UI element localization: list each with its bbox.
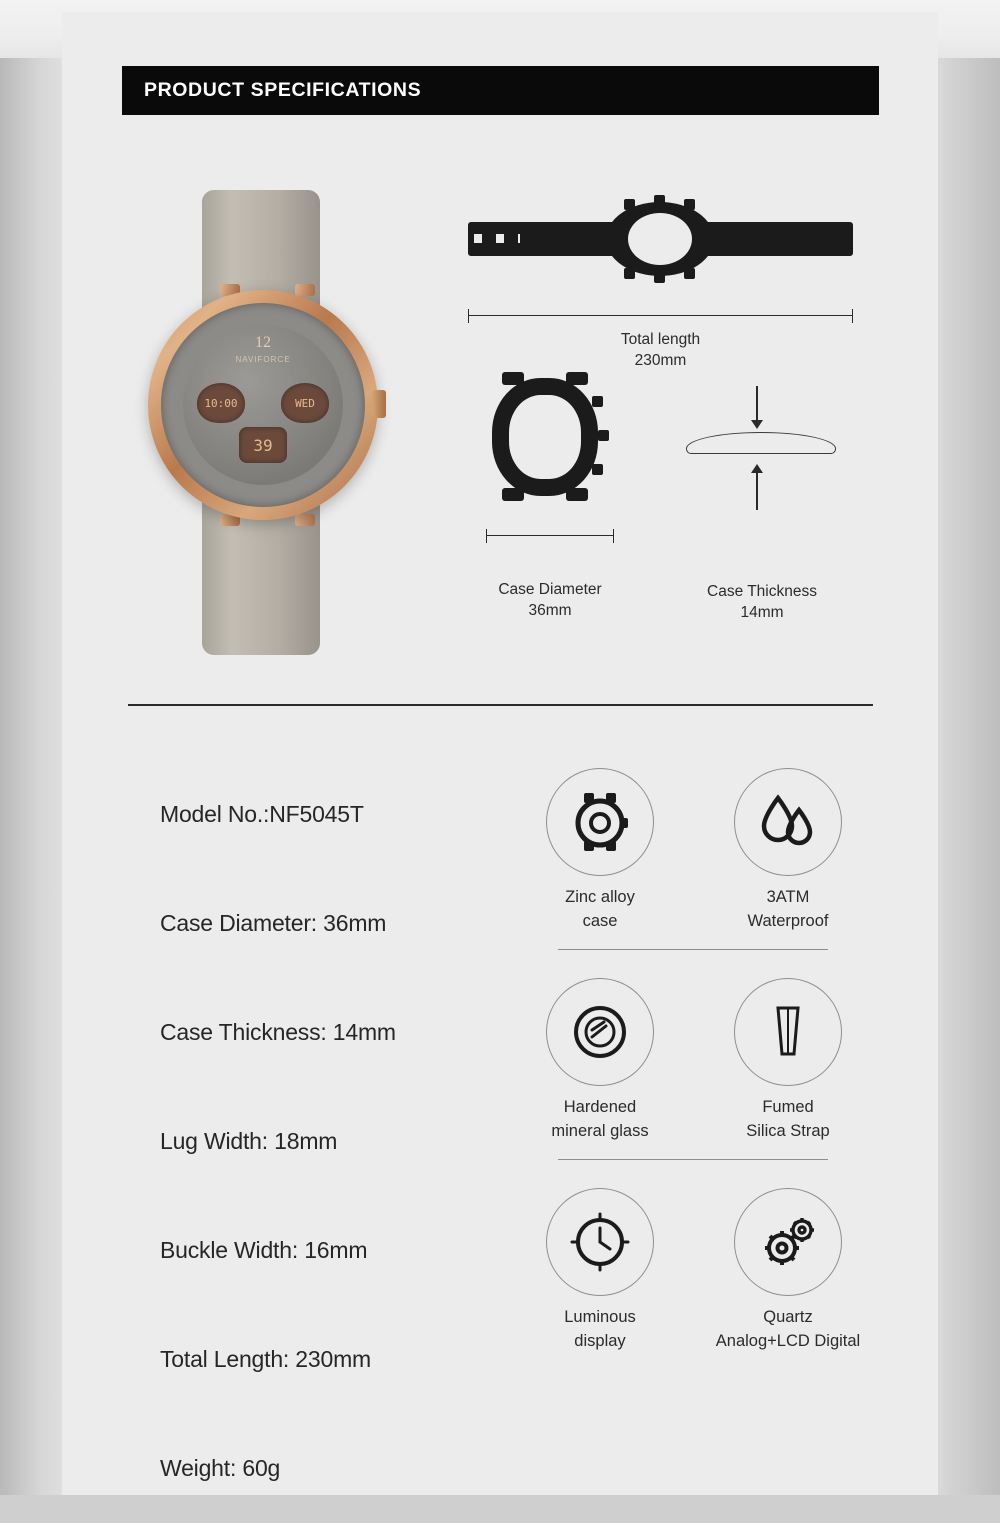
total-length-caption: Total length: [620, 331, 701, 348]
gears-icon: [752, 1206, 824, 1278]
dial-twelve-marker: 12: [255, 334, 271, 351]
feature-label-line2: Analog+LCD Digital: [715, 1331, 861, 1350]
feature-label-line2: Waterproof: [747, 911, 829, 930]
feature-waterproof: [698, 762, 878, 950]
strap-diagram-case: [606, 202, 714, 276]
spec-lug-width: Lug Width: 18mm: [160, 1128, 338, 1154]
thickness-arrow-top-line: [756, 386, 758, 424]
feature-label: [746, 1096, 829, 1144]
feature-luminous-display: [510, 1182, 690, 1370]
spec-case-thickness: Case Thickness: 14mm: [160, 1019, 396, 1045]
case-diameter-dimension-line: [486, 535, 614, 536]
watch-case-icon: [563, 785, 637, 859]
case-thickness-diagram: [682, 380, 842, 500]
feature-label-line1: Zinc alloy: [565, 888, 635, 906]
specification-list: [160, 760, 490, 1523]
feature-icon-circle: [734, 978, 842, 1086]
case-outline: [492, 378, 598, 496]
case-tooth-2: [654, 195, 665, 206]
spec-case-diameter: Case Diameter: 36mm: [160, 910, 387, 936]
feature-silica-strap: [698, 972, 878, 1160]
feature-grid: [510, 762, 878, 1370]
case-diagram-tooth-3: [592, 464, 603, 475]
strap-length-diagram: [468, 202, 853, 274]
feature-label-line1: Hardened: [563, 1097, 637, 1116]
thickness-arrow-bottom-line: [756, 472, 758, 510]
feature-label-line1: Luminous: [564, 1307, 636, 1326]
feature-row-divider: [558, 1159, 828, 1160]
watch-case: [148, 290, 378, 520]
watch-bezel: [161, 303, 365, 507]
case-tooth-3: [684, 199, 695, 210]
feature-label-line1: 3ATM: [766, 888, 810, 906]
watch-dial: [183, 325, 343, 485]
mineral-glass-icon: [564, 996, 636, 1068]
watch-lug-top-right: [295, 284, 315, 296]
feature-label-line2: case: [582, 911, 618, 930]
strap-holes: [474, 234, 520, 243]
feature-quartz-movement: [698, 1182, 878, 1370]
case-thickness-label: [672, 582, 852, 624]
feature-label-line1: Fumed: [762, 1097, 814, 1116]
feature-label: [716, 1306, 860, 1354]
feature-label-line2: Silica Strap: [746, 1121, 830, 1140]
case-diagram-tooth-1: [592, 396, 603, 407]
feature-row-2: [510, 972, 878, 1160]
feature-label: [564, 1306, 636, 1354]
case-diagram-lug-br: [566, 488, 588, 501]
dial-bottom-subdial: 39: [239, 427, 287, 463]
feature-label-line2: display: [574, 1331, 626, 1350]
spec-weight: Weight: 60g: [160, 1455, 281, 1481]
page-title: PRODUCT SPECIFICATIONS: [144, 79, 422, 101]
feature-icon-circle: [546, 768, 654, 876]
thickness-arrow-up-head: [751, 464, 763, 473]
luminous-clock-icon: [564, 1206, 636, 1278]
case-diagram-lug-bl: [502, 488, 524, 501]
feature-icon-circle: [546, 1188, 654, 1296]
case-diameter-value: 36mm: [528, 601, 572, 619]
feature-icon-circle: [734, 768, 842, 876]
strap-icon: [752, 996, 824, 1068]
feature-label: [551, 1096, 648, 1144]
feature-icon-circle: [546, 978, 654, 1086]
case-tooth-4: [624, 268, 635, 279]
feature-row-1: [510, 762, 878, 950]
total-length-dimension-line: [468, 315, 853, 316]
thickness-arrow-down-head: [751, 420, 763, 429]
header-bar: [122, 66, 879, 115]
dial-brand-logo: NAVIFORCE: [235, 355, 291, 364]
case-diagram-lug-tl: [502, 372, 524, 385]
case-diameter-diagram: [480, 378, 610, 498]
feature-mineral-glass: [510, 972, 690, 1160]
case-diameter-caption: Case Diameter: [498, 581, 602, 598]
water-drops-icon: [752, 786, 824, 858]
total-length-value: 230mm: [634, 351, 687, 369]
case-diagram-lug-tr: [566, 372, 588, 385]
feature-label-line1: Quartz: [763, 1307, 813, 1326]
section-divider: [128, 704, 873, 706]
spec-model-no: Model No.:NF5045T: [160, 801, 364, 827]
total-length-label: [468, 330, 853, 372]
feature-row-divider: [558, 949, 828, 950]
case-diameter-label: [460, 580, 640, 622]
watch-crown: [372, 390, 386, 418]
case-tooth-1: [624, 199, 635, 210]
feature-zinc-alloy-case: [510, 762, 690, 950]
technical-diagrams: [450, 180, 870, 660]
case-tooth-5: [654, 272, 665, 283]
dial-right-subdial: WED: [281, 383, 329, 423]
watch-lug-bottom-right: [295, 514, 315, 526]
case-diagram-tooth-2: [598, 430, 609, 441]
feature-icon-circle: [734, 1188, 842, 1296]
case-profile-glass: [686, 432, 836, 454]
feature-row-3: [510, 1182, 878, 1370]
case-tooth-6: [684, 268, 695, 279]
case-thickness-caption: Case Thickness: [707, 583, 817, 600]
spec-total-length: Total Length: 230mm: [160, 1346, 371, 1372]
spec-buckle-width: Buckle Width: 16mm: [160, 1237, 368, 1263]
feature-label: [747, 886, 828, 934]
watch-product-photo: [140, 180, 430, 660]
dial-left-subdial: 10:00: [197, 383, 245, 423]
case-thickness-value: 14mm: [740, 603, 784, 621]
feature-label-line2: mineral glass: [551, 1121, 649, 1140]
strap-right-half: [703, 222, 853, 256]
feature-label: [565, 886, 635, 934]
